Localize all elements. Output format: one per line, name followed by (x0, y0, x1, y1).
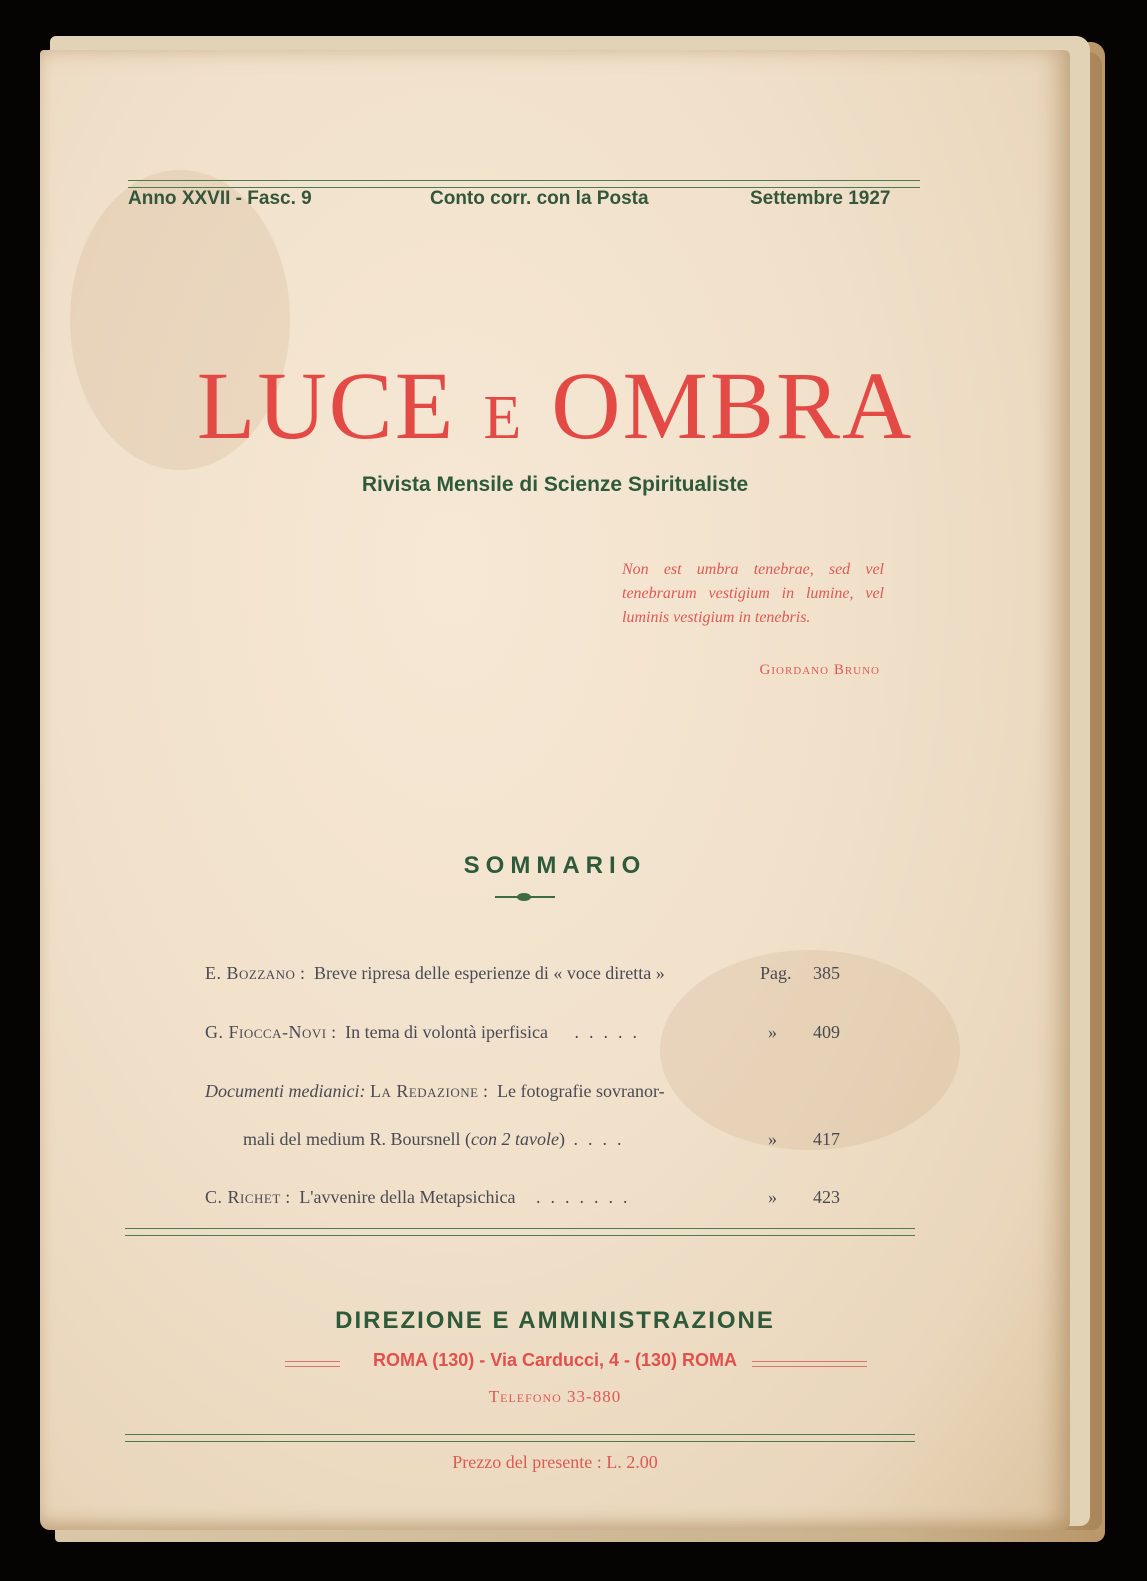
magazine-cover (40, 50, 1070, 1530)
issue-number: Anno XXVII - Fasc. 9 (128, 188, 312, 209)
toc-author: G. Fiocca-Novi (205, 1022, 327, 1042)
title-word-ombra: OMBRA (551, 352, 914, 459)
header-rule (128, 180, 920, 188)
motto-author: Giordano Bruno (759, 662, 880, 678)
footer-rule-top (125, 1228, 915, 1236)
toc-title: Breve ripresa delle esperienze di « voce diretta » (313, 963, 665, 983)
address-rule-right (752, 1361, 867, 1367)
telephone: Telefono 33-880 (488, 1387, 622, 1406)
toc-page: 409 (813, 1022, 840, 1042)
toc-title: L'avvenire della Metapsichica (299, 1187, 516, 1207)
address: ROMA (130) - Via Carducci, 4 - (130) ROMA (372, 1350, 738, 1370)
leader-dots: .... (573, 1129, 632, 1149)
toc-section: Documenti medianici: (205, 1081, 366, 1101)
toc-entry: C. Richet : L'avvenire della Metapsichica ....... (205, 1187, 638, 1207)
sommario-heading: SOMMARIO (463, 852, 647, 879)
toc-page: 385 (813, 963, 840, 983)
toc-page-prefix: » (768, 1022, 777, 1042)
leader-dots: ....... (535, 1187, 638, 1207)
toc-entry: Documenti medianici: La Redazione : Le fotografie sovranor- (205, 1081, 665, 1101)
toc-note: con 2 tavole (470, 1129, 559, 1149)
postal-account: Conto corr. con la Posta (430, 188, 649, 209)
magazine-subtitle: Rivista Mensile di Scienze Spiritualiste (361, 473, 749, 496)
toc-author: C. Richet (205, 1187, 281, 1207)
toc-entry: G. Fiocca-Novi : In tema di volontà iperfisica ..... (205, 1022, 648, 1042)
toc-entry-continued: mali del medium R. Boursnell (con 2 tavole) .... (243, 1129, 632, 1149)
toc-page-prefix: Pag. (760, 963, 792, 983)
ornament-divider (495, 896, 555, 898)
leader-dots: ..... (574, 1022, 648, 1042)
toc-page: 417 (813, 1129, 840, 1149)
toc-title: Le fotografie sovranor- (497, 1081, 665, 1101)
toc-title: In tema di volontà iperfisica (345, 1022, 549, 1042)
price: Prezzo del presente : L. 2.00 (452, 1452, 658, 1472)
title-word-luce: LUCE (196, 352, 456, 459)
toc-page: 423 (813, 1187, 840, 1207)
magazine-title (40, 350, 1070, 461)
toc-title: mali del medium R. Boursnell (243, 1129, 461, 1149)
toc-page-prefix: » (768, 1187, 777, 1207)
toc-entry: E. Bozzano : Breve ripresa delle esperienze di « voce diretta » (205, 963, 665, 983)
title-word-e: E (483, 384, 524, 452)
footer-rule-bottom (125, 1434, 915, 1442)
motto-text: Non est umbra tenebrae, sed vel tenebrarum vestigium in lumine, vel luminis vestigium in tenebris. (622, 561, 884, 626)
footer-heading: DIREZIONE E AMMINISTRAZIONE (335, 1307, 775, 1334)
issue-date: Settembre 1927 (750, 188, 891, 209)
toc-author: E. Bozzano (205, 963, 296, 983)
toc-author: La Redazione (369, 1081, 479, 1101)
toc-page-prefix: » (768, 1129, 777, 1149)
